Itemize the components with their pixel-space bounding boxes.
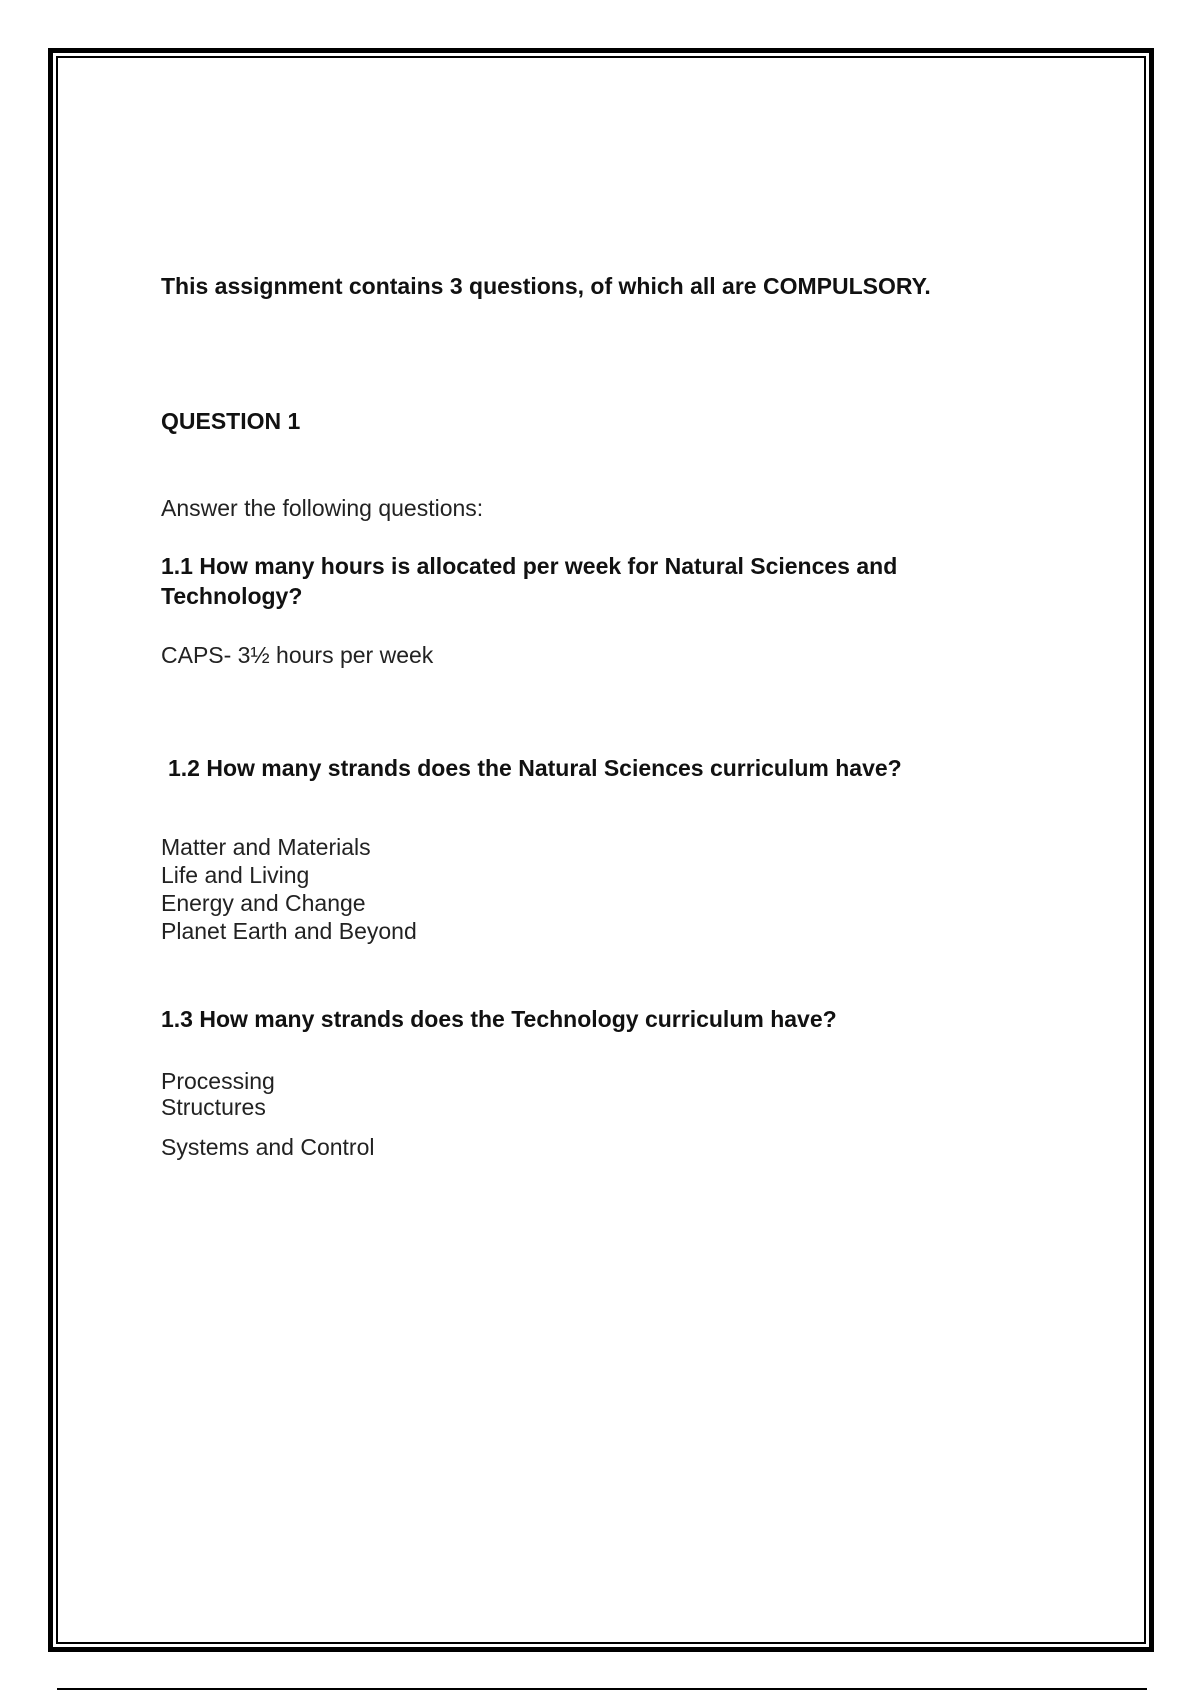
question-heading: QUESTION 1 — [161, 408, 301, 434]
answer-1-1: CAPS- 3½ hours per week — [161, 642, 434, 668]
question-1-2: 1.2 How many strands does the Natural Sciences curriculum have? — [168, 755, 902, 781]
answer-1-2-item: Planet Earth and Beyond — [161, 918, 417, 944]
instruction-text: Answer the following questions: — [161, 495, 484, 521]
footer-rule — [57, 1688, 1147, 1690]
assignment-intro: This assignment contains 3 questions, of which all are COMPULSORY. — [161, 273, 931, 299]
answer-1-3-item: Processing — [161, 1068, 275, 1094]
question-1-3: 1.3 How many strands does the Technology curriculum have? — [161, 1006, 837, 1032]
question-1-1-line-1: 1.1 How many hours is allocated per week for Natural Sciences and — [161, 553, 898, 579]
answer-1-2-item: Energy and Change — [161, 890, 366, 916]
question-1-1-line-2: Technology? — [161, 583, 303, 609]
answer-1-2-item: Life and Living — [161, 862, 310, 888]
answer-1-3-item: Systems and Control — [161, 1134, 375, 1160]
answer-1-2-item: Matter and Materials — [161, 834, 371, 860]
answer-1-3-item: Structures — [161, 1094, 266, 1120]
